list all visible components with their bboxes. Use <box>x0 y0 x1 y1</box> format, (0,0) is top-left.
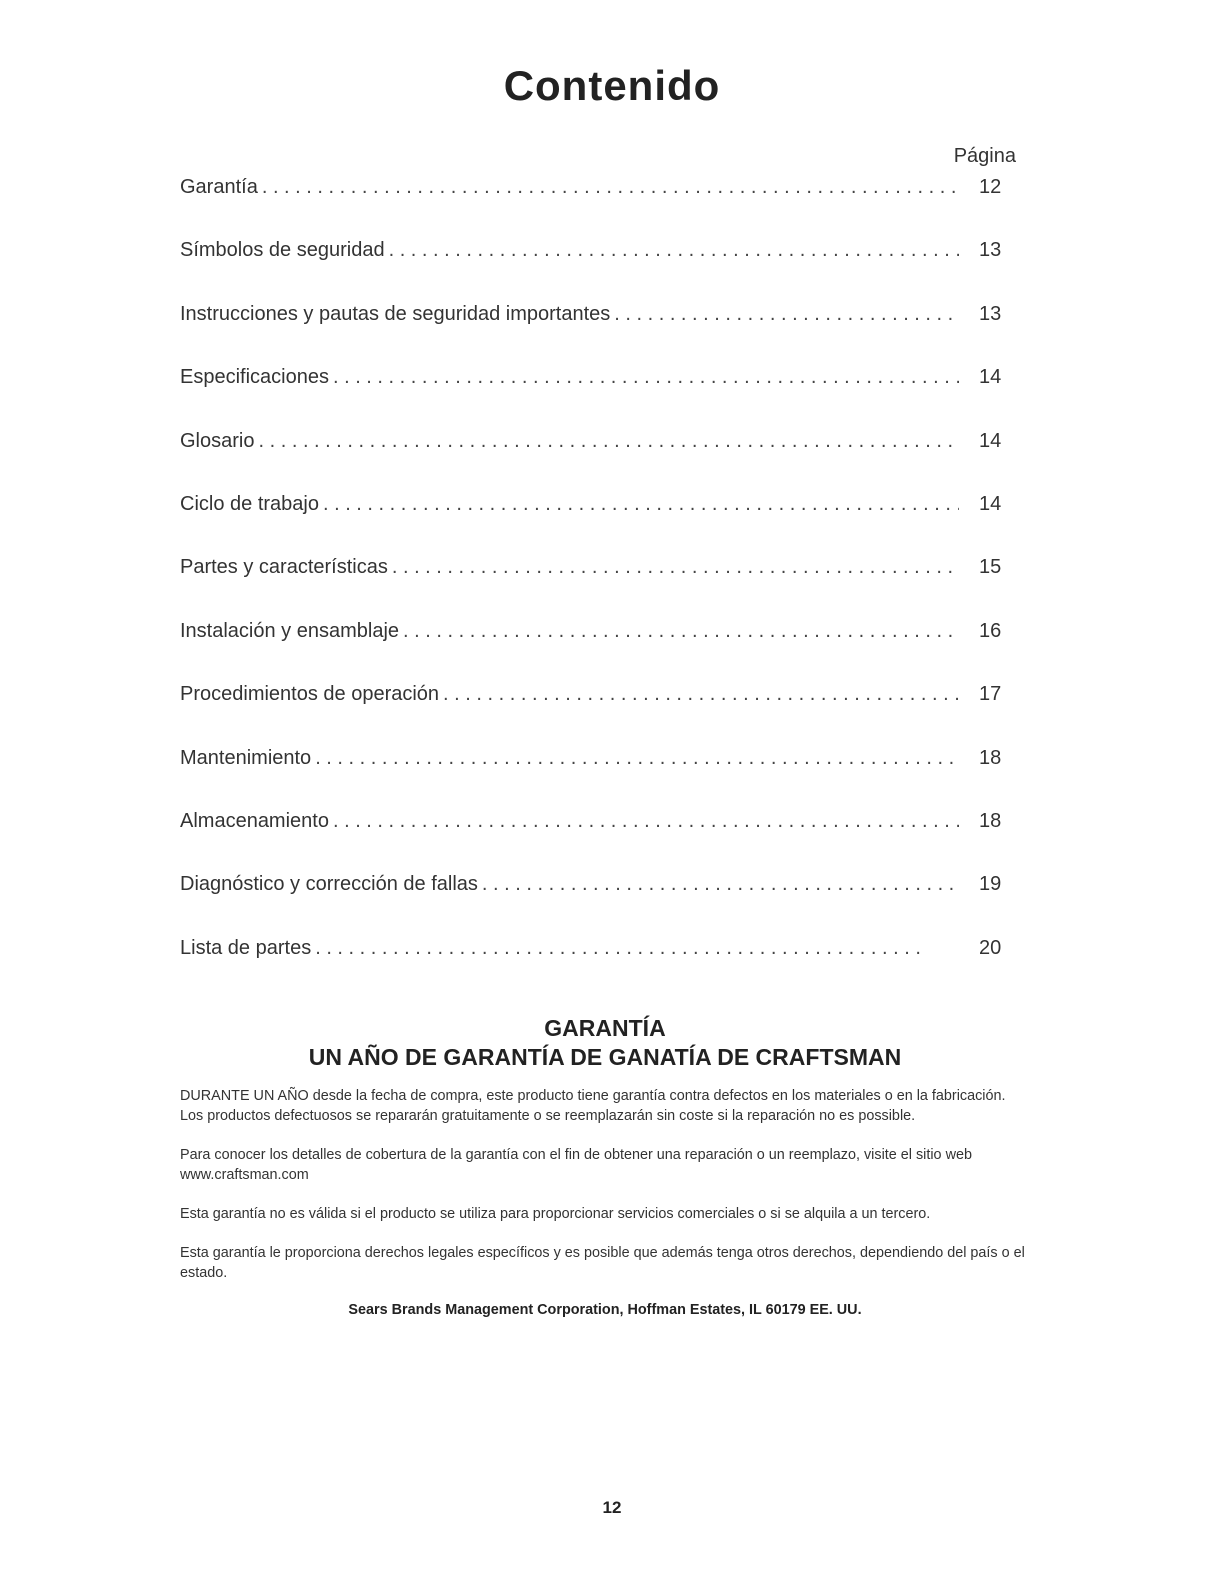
toc-entry-label: Almacenamiento <box>180 809 329 832</box>
toc-entry-partes-y-caracteristicas[interactable] <box>180 556 1001 619</box>
toc-entry-especificaciones[interactable] <box>180 366 1001 429</box>
toc-entry-label: Símbolos de seguridad <box>180 239 385 262</box>
toc-entry-page: 20 <box>979 936 1002 959</box>
warranty-section <box>180 1014 1030 1318</box>
toc-entry-instalacion[interactable] <box>180 620 1001 683</box>
dot-leader <box>389 239 959 262</box>
dot-leader <box>315 937 923 960</box>
toc-entry-page: 14 <box>979 366 1002 389</box>
dot-leader <box>403 620 959 643</box>
toc-entry-page: 13 <box>979 302 1002 325</box>
toc-entry-label: Partes y características <box>180 556 388 579</box>
toc-entry-page: 15 <box>979 556 1002 579</box>
page-column-header: Página <box>953 145 1016 167</box>
toc-entry-garantia[interactable] <box>180 176 1001 239</box>
toc-entry-page: 18 <box>979 809 1002 832</box>
toc-entry-diagnostico[interactable] <box>180 873 1001 936</box>
dot-leader <box>258 430 959 453</box>
dot-leader <box>443 683 959 706</box>
toc-entry-page: 19 <box>979 873 1002 896</box>
page-title: Contenido <box>503 62 721 109</box>
toc-entry-label: Mantenimiento <box>180 746 312 769</box>
dot-leader <box>614 303 959 326</box>
toc-entry-procedimientos[interactable] <box>180 683 1001 746</box>
toc-entry-ciclo-de-trabajo[interactable] <box>180 493 1001 556</box>
toc-entry-label: Lista de partes <box>180 936 312 959</box>
toc-entry-page: 18 <box>979 746 1002 769</box>
toc-entry-page: 12 <box>979 176 1002 198</box>
toc-entry-glosario[interactable] <box>180 430 1001 493</box>
warranty-heading: GARANTÍA <box>544 1015 666 1041</box>
toc-entry-label: Glosario <box>180 429 255 452</box>
dot-leader <box>392 556 959 579</box>
warranty-footer: Sears Brands Management Corporation, Hoffman Estates, IL 60179 EE. UU. <box>348 1302 862 1318</box>
toc-entry-page: 16 <box>979 619 1002 642</box>
warranty-paragraph: DURANTE UN AÑO desde la fecha de compra, este producto tiene garantía contra defectos en los materiales o en la fabricación. Los productos defectuosos se repararán gratuitamente o se reemplazarán sin coste si la reparación no es possible. <box>180 1088 1006 1124</box>
toc-entry-label: Instrucciones y pautas de seguridad importantes <box>180 302 611 325</box>
dot-leader <box>323 493 959 516</box>
toc-entry-almacenamiento[interactable] <box>180 810 1001 873</box>
toc-entry-lista-de-partes[interactable] <box>180 937 1001 1000</box>
toc-entry-label: Diagnóstico y corrección de fallas <box>180 873 478 896</box>
dot-leader <box>315 747 959 770</box>
toc-entry-simbolos-de-seguridad[interactable] <box>180 239 1001 302</box>
warranty-subheading: UN AÑO DE GARANTÍA DE GANATÍA DE CRAFTSMAN <box>308 1044 902 1070</box>
dot-leader <box>333 810 959 833</box>
toc-entry-page: 13 <box>979 239 1002 262</box>
dot-leader <box>333 366 959 389</box>
table-of-contents <box>180 176 1001 1000</box>
warranty-paragraph: Esta garantía no es válida si el producto se utiliza para proporcionar servicios comerciales o si se alquila a un tercero. <box>180 1206 931 1222</box>
toc-entry-mantenimiento[interactable] <box>180 747 1001 810</box>
toc-entry-label: Instalación y ensamblaje <box>180 619 400 642</box>
page-number: 12 <box>602 1498 622 1517</box>
toc-entry-label: Garantía <box>180 176 258 198</box>
warranty-paragraph: Esta garantía le proporciona derechos legales específicos y es posible que además tenga otros derechos, dependiendo del país o el estado. <box>180 1245 1025 1281</box>
toc-entry-page: 14 <box>979 429 1002 452</box>
toc-entry-page: 17 <box>979 683 1002 706</box>
warranty-paragraph: Para conocer los detalles de cobertura de la garantía con el fin de obtener una reparación o un reemplazo, visite el sitio web www.craftsman.com <box>180 1147 972 1183</box>
toc-entry-instrucciones[interactable] <box>180 303 1001 366</box>
toc-entry-page: 14 <box>979 492 1002 515</box>
toc-entry-label: Ciclo de trabajo <box>180 492 319 515</box>
dot-leader <box>262 176 959 199</box>
toc-entry-label: Procedimientos de operación <box>180 683 440 706</box>
dot-leader <box>482 873 959 896</box>
toc-entry-label: Especificaciones <box>180 366 329 389</box>
